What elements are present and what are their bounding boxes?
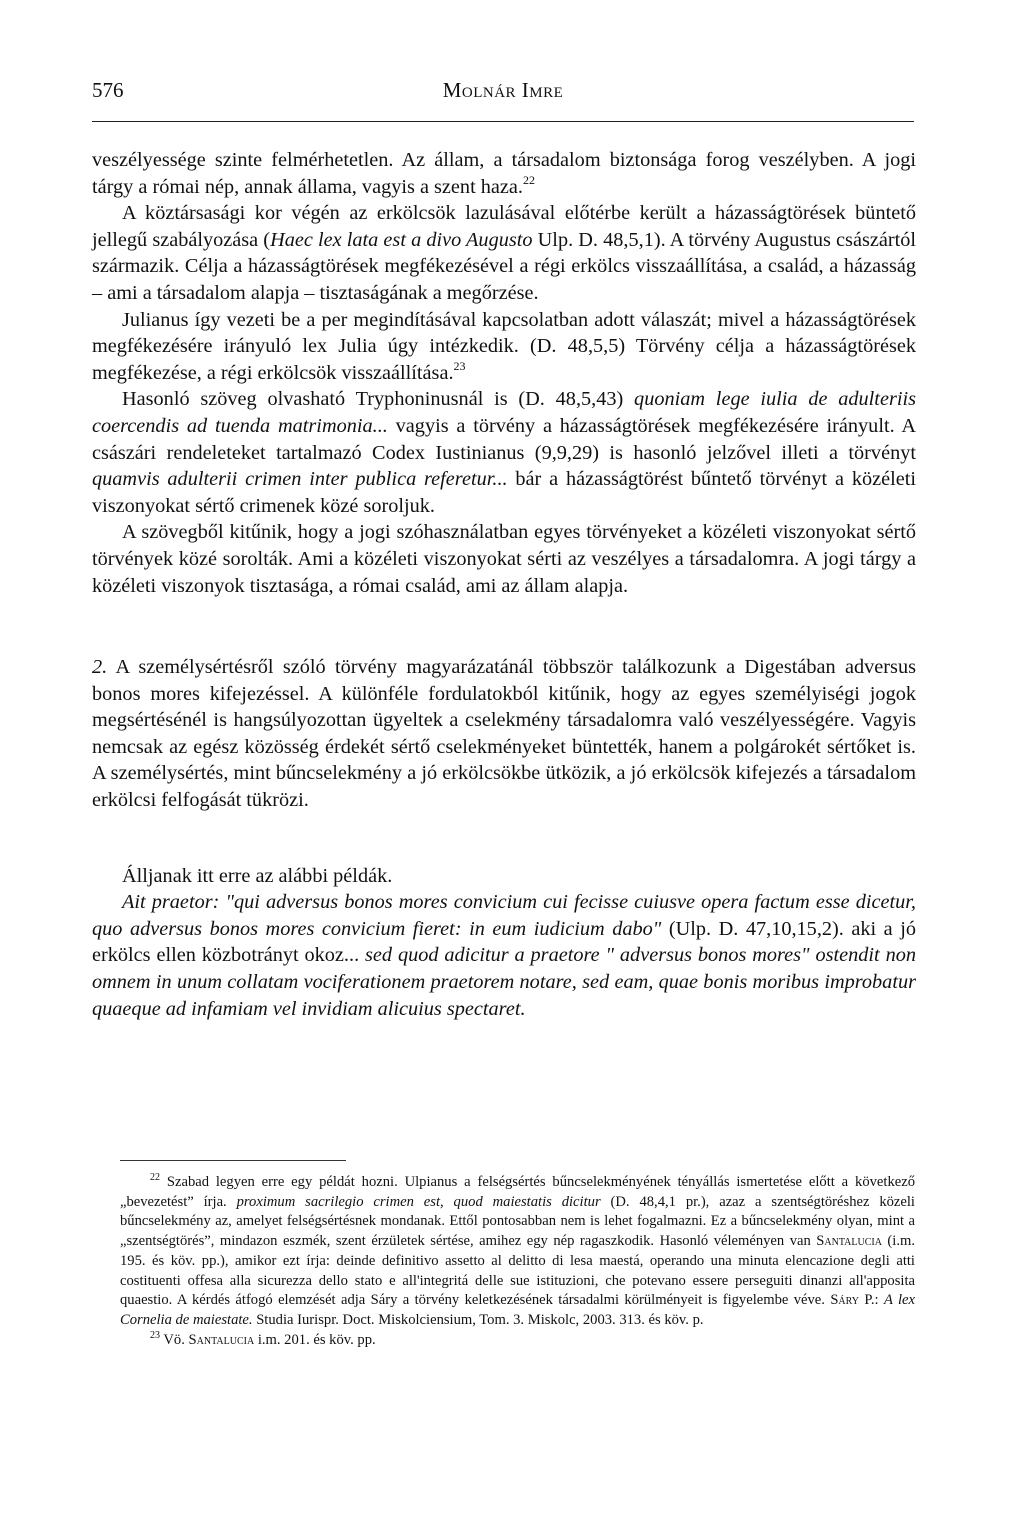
paragraph	[92, 863, 916, 890]
paragraph	[92, 386, 916, 519]
latin-quote: quoniam lege iulia de adulteriis coercendis ad tuenda matrimonia...	[92, 388, 916, 437]
text: A szövegből kitűnik, hogy a jogi szóhasználatban egyes törvényeket a közéleti viszonyokat sértő törvények közé sorolták. Ami a közéleti viszonyokat sérti az veszélyes a társadalomra. A jogi tárgy a közéleti viszonyok tisztasága, a római család, ami az állam alapja.	[92, 521, 916, 597]
section-number: 2.	[92, 656, 108, 679]
text: Julianus így vezeti be a per megindításával kapcsolatban adott válaszát; mivel a házasságtörések megfékezésére irányuló lex Julia úgy intézkedik. (D. 48,5,5) Törvény célja a házasságtörések megfékezése, a régi erkölcsök visszaállítása.	[92, 308, 916, 384]
text: veszélyessége szinte felmérhetetlen. Az állam, a társadalom biztonsága forog veszélyben. A jogi tárgy a római nép, annak állama, vagyis a szent haza.	[92, 149, 916, 198]
latin-quote: Ait praetor: "qui adversus bonos mores convicium cui fecisse cuiusve opera factum esse dicetur, quo adversus bonos mores convicium fieret: in eum iudicium dabo"	[92, 891, 916, 940]
text: bár a házasságtörést bűntető törvényt a közéleti viszonyokat sértő crimenek közé soroljuk.	[92, 468, 917, 517]
paragraph	[92, 519, 916, 599]
text: Álljanak itt erre az alábbi példák.	[122, 864, 393, 887]
footnote-number: 23	[150, 1329, 160, 1341]
footnote-22	[120, 1173, 915, 1331]
text: Vö.	[160, 1331, 189, 1348]
latin-quote: sed quod adicitur a praetore " adversus bonos mores" ostendit non omnem in unum collatam vociferationem praetorem notare, sed eam, quae bonis moribus improbatur quaeque ad infamiam vel invidiam alicuius spectaret.	[92, 944, 916, 1020]
section-paragraph	[92, 654, 916, 814]
author-name: Sáry	[830, 1292, 859, 1309]
author-name: Santalucia	[816, 1233, 882, 1250]
latin-quote: quamvis adulterii crimen inter publica referetur...	[92, 468, 508, 491]
text: i.m. 201. és köv. pp.	[254, 1331, 376, 1348]
page-number: 576	[92, 78, 124, 102]
footnote-23	[120, 1331, 915, 1351]
text: Hasonló szöveg olvasható Tryphoninusnál is (D. 48,5,43)	[122, 388, 635, 411]
text: vagyis a törvény a házasságtörések megfékezésére irányult. A császári rendeleteket tartalmazó Codex Iustinianus (9,9,29) is hasonló jelzővel illeti a törvényt	[92, 414, 916, 464]
latin-quote: Haec lex lata est a divo Augusto	[270, 228, 533, 251]
work-title: A lex Cornelia de maiestate.	[120, 1292, 915, 1328]
text: Szabad legyen erre egy példát hozni. Ulpianus a felségsértés bűncselekményének tényállás ismertetése előtt a következő „bevezetést” írja.	[120, 1174, 915, 1210]
latin-quote: proximum sacrilegio crimen est, quod maiestatis dicitur	[236, 1193, 601, 1210]
text: A köztársasági kor végén az erkölcsök lazulásával előtérbe került a házasságtörések büntető jellegű szabályozása (	[92, 202, 916, 251]
text: (D. 48,4,1 pr.), azaz a szentségtöréshez közeli bűncselekmény az, amelyet felségsértésnek mondanak. Ettől pontosabban nem is lehet fogalmazni. Ez a bűncselekmény olyan, mint a „szentségtörés”, mindazon eszmék, szent érzületek sértése, amihez egy nép ragaszkodik. Hasonló véleményen van	[120, 1193, 915, 1250]
text: A személysértésről szóló törvény magyarázatánál többször találkozunk a Digestában adversus bonos mores kifejezéssel. A különféle fordulatokból kitűnik, hogy az egyes személyiségi jogok megsértésénél is hangsúlyozottan ügyeltek a cselekmény társadalomra való veszélyességére. Vagyis nemcsak az egész közösség érdekét sértő cselekményeket büntették, hanem a polgárokét sértőket is. A személysértés, mint bűncselekmény a jó erkölcsökbe ütközik, a jó erkölcsök kifejezés a társadalom erkölcsi felfogását tükrözi.	[92, 656, 916, 812]
page-header	[92, 78, 914, 106]
author-name: Santalucia	[188, 1331, 255, 1348]
running-head: Molnár Imre	[442, 78, 564, 102]
text: Ulp. D. 48,5,1). A törvény Augustus császártól származik. Célja a házasságtörések megfékezésével a régi erkölcs visszaállítása, a család, a házasság – ami a társadalom alapja – tisztaságának a megőrzése.	[92, 228, 917, 304]
paragraph	[92, 200, 916, 306]
main-text	[92, 147, 916, 1022]
paragraph	[92, 889, 916, 1022]
footnote-ref-22[interactable]: 22	[523, 172, 535, 187]
text: P.:	[859, 1292, 884, 1309]
footnote-ref-23[interactable]: 23	[453, 358, 466, 373]
header-rule	[92, 121, 914, 122]
footnote-number: 22	[150, 1172, 160, 1183]
footnotes	[120, 1173, 915, 1350]
text: (Ulp. D. 47,10,15,2). aki a jó erkölcs ellen közbotrányt okoz...	[92, 917, 916, 967]
text: (i.m. 195. és köv. pp.), amikor ezt írja: deinde definitivo assetto al delitto di lesa maestá, operando una minuta elencazione degli atti costituenti offesa alla sicurezza dello stato e all'integritá delle sue istituzioni, che potevano essere perseguiti dinanzi all'apposita quaestio. A kérdés átfogó elemzését adja Sáry a törvény keletkezésének társadalmi körülményeit is figyelembe véve.	[120, 1233, 915, 1309]
paragraph	[92, 307, 916, 387]
footnote-rule	[120, 1160, 346, 1161]
text: Studia Iurispr. Doct. Miskolciensium, Tom. 3. Miskolc, 2003. 313. és köv. p.	[252, 1311, 704, 1328]
paragraph	[92, 147, 916, 200]
